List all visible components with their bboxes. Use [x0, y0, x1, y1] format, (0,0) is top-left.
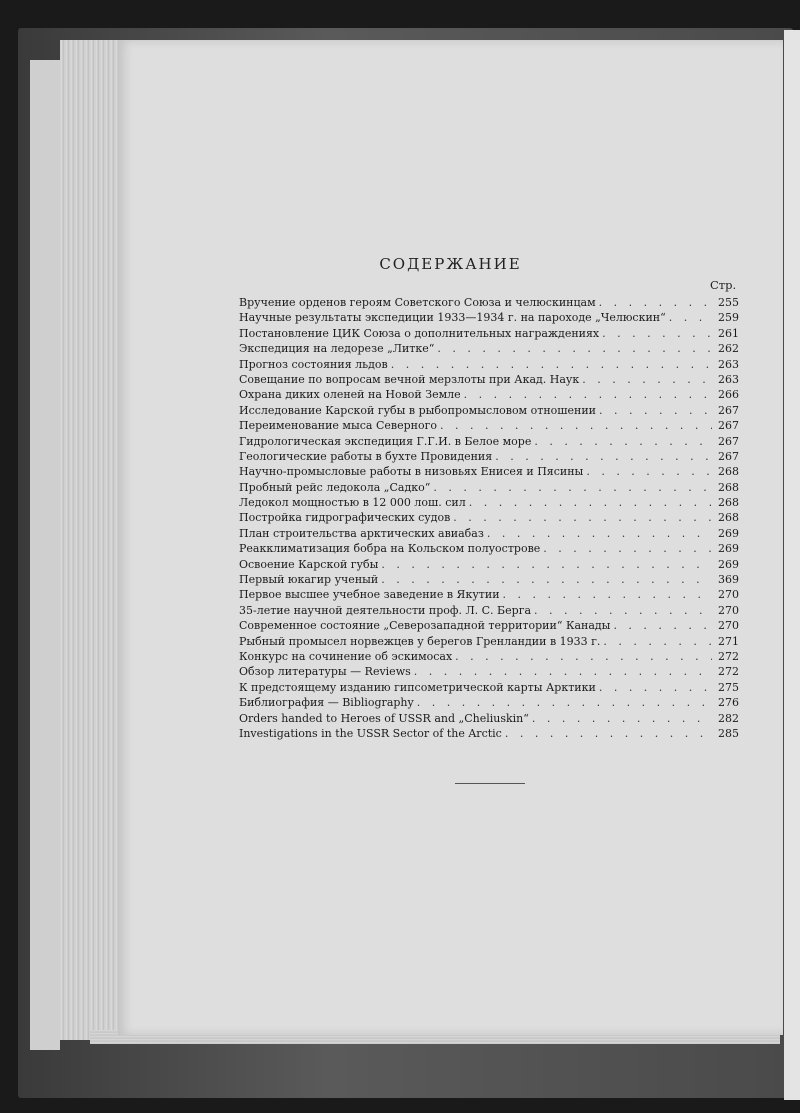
- toc-entry-page: 270: [718, 619, 739, 633]
- toc-leader-dots: [503, 588, 712, 601]
- toc-leader-dots: [417, 696, 712, 709]
- toc-leader-dots: [599, 404, 712, 417]
- toc-entry-title: Прогноз состояния льдов: [239, 357, 388, 371]
- toc-entry: [239, 727, 739, 742]
- toc-entry-title: Реакклиматизация бобра на Кольском полуострове: [239, 542, 541, 556]
- toc-leader-dots: [534, 435, 712, 448]
- toc-entry-title: Освоение Карской губы: [239, 557, 379, 571]
- toc-entry: [239, 635, 739, 650]
- page-edges: [60, 40, 120, 1040]
- toc-entry-title: К предстоящему изданию гипсометрической карты Арктики: [239, 680, 596, 694]
- toc-leader-dots: [437, 342, 712, 355]
- toc-entry-title: Обзор литературы — Reviews: [239, 665, 411, 679]
- toc-leader-dots: [487, 527, 712, 540]
- toc-entry-page: 271: [718, 634, 739, 648]
- toc-entry-title: Первый юкагир ученый: [239, 573, 379, 587]
- spine-edge: [30, 60, 60, 1050]
- toc-entry-page: 269: [718, 526, 739, 540]
- toc-entry-title: 35-летие научной деятельности проф. Л. С. Берга: [239, 603, 532, 617]
- toc-entry-page: 269: [718, 557, 739, 571]
- toc-entry: [239, 496, 739, 511]
- toc-entry: [239, 373, 739, 388]
- toc-entry-page: 266: [718, 388, 739, 402]
- toc-leader-dots: [381, 573, 712, 586]
- toc-entry: [239, 327, 739, 342]
- toc-entry-page: 268: [718, 465, 739, 479]
- toc-entry-title: Охрана диких оленей на Новой Земле: [239, 388, 461, 402]
- toc-entry: [239, 404, 739, 419]
- toc-entry: [239, 465, 739, 480]
- toc-entry: [239, 665, 739, 680]
- toc-leader-dots: [505, 727, 712, 740]
- toc-entry-page: 275: [718, 680, 739, 694]
- toc-entry: [239, 604, 739, 619]
- toc-leader-dots: [433, 481, 712, 494]
- page-title: СОДЕРЖАНИЕ: [379, 255, 522, 273]
- toc-entry: [239, 311, 739, 326]
- toc-entry: [239, 435, 739, 450]
- toc-leader-dots: [586, 465, 712, 478]
- toc-entry-page: 270: [718, 588, 739, 602]
- toc-entry: [239, 650, 739, 665]
- toc-leader-dots: [455, 650, 712, 663]
- toc-entry-page: 263: [718, 372, 739, 386]
- toc-entry-title: Совещание по вопросам вечной мерзлоты при Акад. Наук: [239, 372, 580, 386]
- toc-leader-dots: [534, 604, 712, 617]
- toc-entry: [239, 619, 739, 634]
- toc-entry-title: Пробный рейс ледокола „Садко“: [239, 480, 431, 494]
- toc-entry: [239, 342, 739, 357]
- toc-leader-dots: [543, 542, 712, 555]
- toc-entry: [239, 296, 739, 311]
- toc-entry-page: 272: [718, 665, 739, 679]
- toc-leader-dots: [495, 450, 712, 463]
- toc-leader-dots: [613, 619, 712, 632]
- toc-entry-title: Научно-промысловые работы в низовьях Енисея и Пясины: [239, 465, 584, 479]
- toc-entry-page: 276: [718, 696, 739, 710]
- toc-entry-title: Переименование мыса Северного: [239, 419, 437, 433]
- toc-entry-title: Investigations in the USSR Sector of the Arctic: [239, 726, 502, 740]
- toc-entry-page: 267: [718, 434, 739, 448]
- toc-entry-page: 255: [718, 296, 739, 309]
- toc-entry: [239, 696, 739, 711]
- toc-entry-title: План строительства арктических авиабаз: [239, 526, 484, 540]
- toc-entry-page: 267: [718, 419, 739, 433]
- toc-entry-page: 268: [718, 496, 739, 510]
- toc-entry-title: Экспедиция на ледорезе „Литке“: [239, 342, 435, 356]
- toc-entry: [239, 450, 739, 465]
- toc-entry: [239, 558, 739, 573]
- toc-entry-title: Конкурс на сочинение об эскимосах: [239, 649, 453, 663]
- toc-entry: [239, 481, 739, 496]
- toc-entry: [239, 542, 739, 557]
- toc-entry-title: Исследование Карской губы в рыбопромысловом отношении: [239, 403, 597, 417]
- toc-entry-page: 261: [718, 326, 739, 340]
- toc-leader-dots: [381, 558, 712, 571]
- toc-entry-page: 269: [718, 542, 739, 556]
- toc-entry-page: 267: [718, 403, 739, 417]
- toc-entry: [239, 588, 739, 603]
- toc-entry-page: 259: [718, 311, 739, 325]
- toc-entry-title: Первое высшее учебное заведение в Якутии: [239, 588, 500, 602]
- toc-entry-title: Постройка гидрографических судов: [239, 511, 451, 525]
- toc-entry-page: 268: [718, 480, 739, 494]
- toc-entry-title: Orders handed to Heroes of USSR and „Cheliuskin“: [239, 711, 529, 725]
- toc-entry-title: Рыбный промысел норвежцев у берегов Гренландии в 1933 г.: [239, 634, 601, 648]
- page-column-label: Стр.: [710, 278, 737, 292]
- toc-entry-page: 272: [718, 649, 739, 663]
- closing-rule: [455, 783, 525, 784]
- right-margin-strip: [784, 30, 800, 1100]
- toc-leader-dots: [414, 665, 712, 678]
- toc-entry-page: 270: [718, 603, 739, 617]
- toc-leader-dots: [469, 496, 712, 509]
- toc-entry-page: 282: [718, 711, 739, 725]
- toc-leader-dots: [464, 388, 712, 401]
- toc-entry-page: 262: [718, 342, 739, 356]
- toc-entry-page: 267: [718, 449, 739, 463]
- toc-entry-title: Библиография — Bibliography: [239, 696, 414, 710]
- toc-entry-title: Современное состояние „Северозападной территории“ Канады: [239, 619, 611, 633]
- toc-entry-page: 369: [718, 573, 739, 587]
- toc-leader-dots: [440, 419, 712, 432]
- toc-entry: [239, 358, 739, 373]
- toc-entry: [239, 527, 739, 542]
- toc-entry-title: Ледокол мощностью в 12 000 лош. сил: [239, 496, 466, 510]
- toc-entry: [239, 573, 739, 588]
- toc-leader-dots: [602, 327, 712, 340]
- toc-entry: [239, 388, 739, 403]
- toc-entry: [239, 712, 739, 727]
- toc-entry-title: Геологические работы в бухте Провидения: [239, 449, 493, 463]
- toc-leader-dots: [391, 358, 712, 371]
- toc-leader-dots: [669, 311, 712, 324]
- toc-leader-dots: [603, 635, 712, 648]
- toc-entry-title: Постановление ЦИК Союза о дополнительных награждениях: [239, 326, 600, 340]
- toc-entry-title: Гидрологическая экспедиция Г.Г.И. в Белое море: [239, 434, 532, 448]
- toc-leader-dots: [599, 681, 712, 694]
- toc-entry: [239, 419, 739, 434]
- toc-entry: [239, 681, 739, 696]
- toc-leader-dots: [599, 296, 712, 309]
- toc-entry-page: 263: [718, 357, 739, 371]
- toc-entry-page: 285: [718, 726, 739, 740]
- toc-leader-dots: [532, 712, 712, 725]
- toc-leader-dots: [582, 373, 712, 386]
- toc-entry: [239, 511, 739, 526]
- toc-entry-page: 268: [718, 511, 739, 525]
- toc-entry-title: Вручение орденов героям Советского Союза и челюскинцам: [239, 296, 596, 309]
- toc-leader-dots: [453, 511, 712, 524]
- toc-entry-title: Научные результаты экспедиции 1933—1934 г. на пароходе „Челюскин“: [239, 311, 666, 325]
- table-of-contents: [239, 296, 739, 742]
